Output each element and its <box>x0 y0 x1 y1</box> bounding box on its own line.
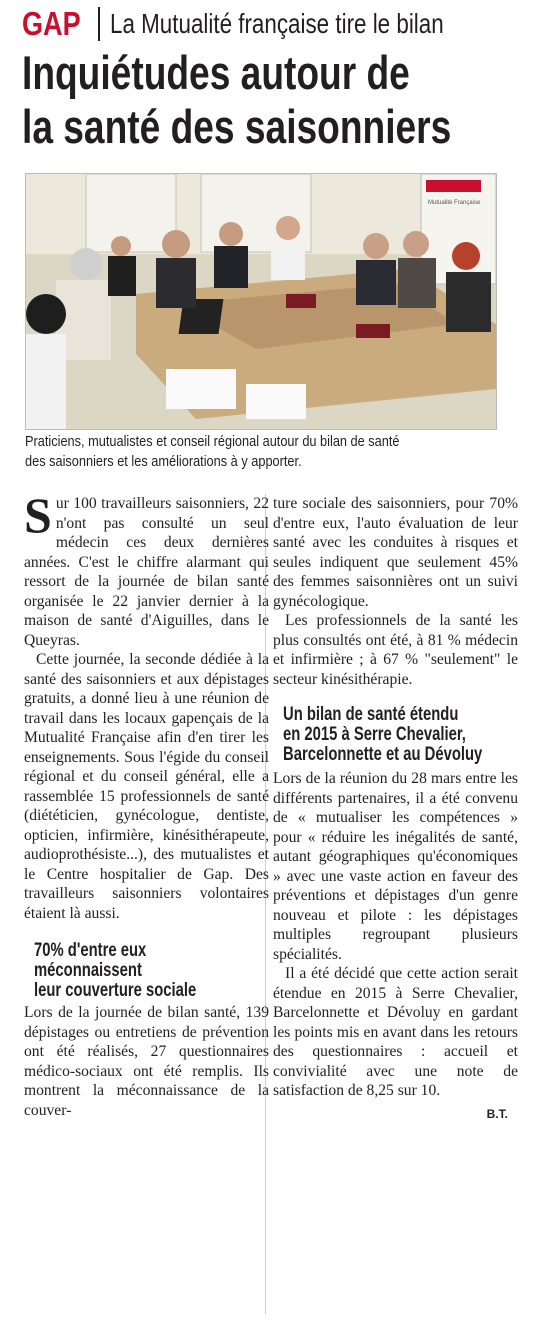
dropcap: S <box>24 487 52 543</box>
article-paragraph-2: Cette journée, la seconde dédiée à la santé des saisonniers et aux dépistages gratuits, a donné lieu à une réunion de travail dans les locaux gapençais de la Mutualité Française afin d'en tirer les enseignements. Sous l'égide du conseil régional et du conseil général, elle a rassemblée 15 professionnels de santé (diététicien, gynécologue, dentiste, opticien, infirmière, kinésithérapeute, audioprothésiste...), des mutualistes et le Centre hospitalier de Gap. Des travailleurs saisonniers volontaires étaient là aussi. <box>24 651 269 922</box>
article-paragraph-6: Il a été décidé que cette action serait étendue en 2015 à Serre Chevalier, Barcelonnette et Dévoluy en gardant les points mis en avant dans les retours des questionnaires : accueil et convivialité avec une note de satisfaction de 8,25 sur 10. <box>273 965 518 1099</box>
screen-label: Mutualité Française <box>428 200 481 206</box>
headline <box>22 46 452 154</box>
subhead-2-line-1: Un bilan de santé étendu <box>283 704 459 725</box>
kicker <box>22 4 527 44</box>
article-photo <box>25 173 497 430</box>
subhead-1 <box>34 941 217 1001</box>
headline-line-1: Inquiétudes autour de <box>22 46 410 99</box>
kicker-divider <box>98 7 100 41</box>
article-paragraph-3: Lors de la journée de bilan santé, 139 dépistages ou entretiens de prévention ont été réalisés, 27 questionnaires médico-sociaux ont été remplis. Ils montrent la méconnaissance de la couver- <box>24 1004 269 1119</box>
paragraph-1-text: ur 100 travailleurs saisonniers, 22 n'ont pas consulté un seul médecin ces deux dernières années. C'est le chiffre alarmant qui ressort de la journée de bilan santé organisée le 22 janvier dernier à la maison de santé d'Aiguilles, dans le Queyras. <box>24 495 269 649</box>
meeting-photo-illustration <box>26 174 496 429</box>
subhead-2-line-2: en 2015 à Serre Chevalier, <box>283 724 466 745</box>
subhead-2 <box>283 704 483 765</box>
article-paragraph-3-continued: ture sociale des saisonniers, pour 70% d'entre eux, l'auto évaluation de leur santé avec les conduites à risques et seules indiquent que seulement 45% des femmes saisonnières ont un suivi gynécologique. <box>273 495 518 610</box>
subhead-1-line-2: méconnaissent <box>34 960 142 981</box>
photo-caption <box>25 432 447 472</box>
article-paragraph-4: Les professionnels de la santé les plus consultés ont été, à 81 % médecin et infirmière ; à 67 % "seulement" le secteur kinésithérapie. <box>273 612 518 688</box>
subhead-1-line-1: 70% d'entre eux <box>34 940 147 961</box>
section-label: GAP <box>22 5 81 42</box>
kicker-text: La Mutualité française tire le bilan <box>109 8 444 39</box>
subhead-1-line-3: leur couverture sociale <box>34 980 197 1001</box>
article-column-left <box>24 487 269 1120</box>
caption-line-2: des saisonniers et les améliorations à y apporter. <box>25 454 302 470</box>
article-column-right <box>273 494 518 1124</box>
headline-line-2: la santé des saisonniers <box>22 100 452 153</box>
caption-line-1: Praticiens, mutualistes et conseil régional autour du bilan de santé <box>25 434 400 450</box>
article-paragraph-5: Lors de la réunion du 28 mars entre les différents partenaires, il a été convenu de « mutualiser les compétences » pour « réduire les inégalités de santé, autant géographiques qu'économiques » avec une vaste action en faveur des préventions et dépistages d'un genre nouveau et pilote : les dépistages multiples regroupant plusieurs spécialités. <box>273 770 518 963</box>
article-paragraph-1 <box>24 487 269 650</box>
author-signature: B.T. <box>486 1106 508 1121</box>
subhead-2-line-3: Barcelonnette et au Dévoluy <box>283 744 483 765</box>
